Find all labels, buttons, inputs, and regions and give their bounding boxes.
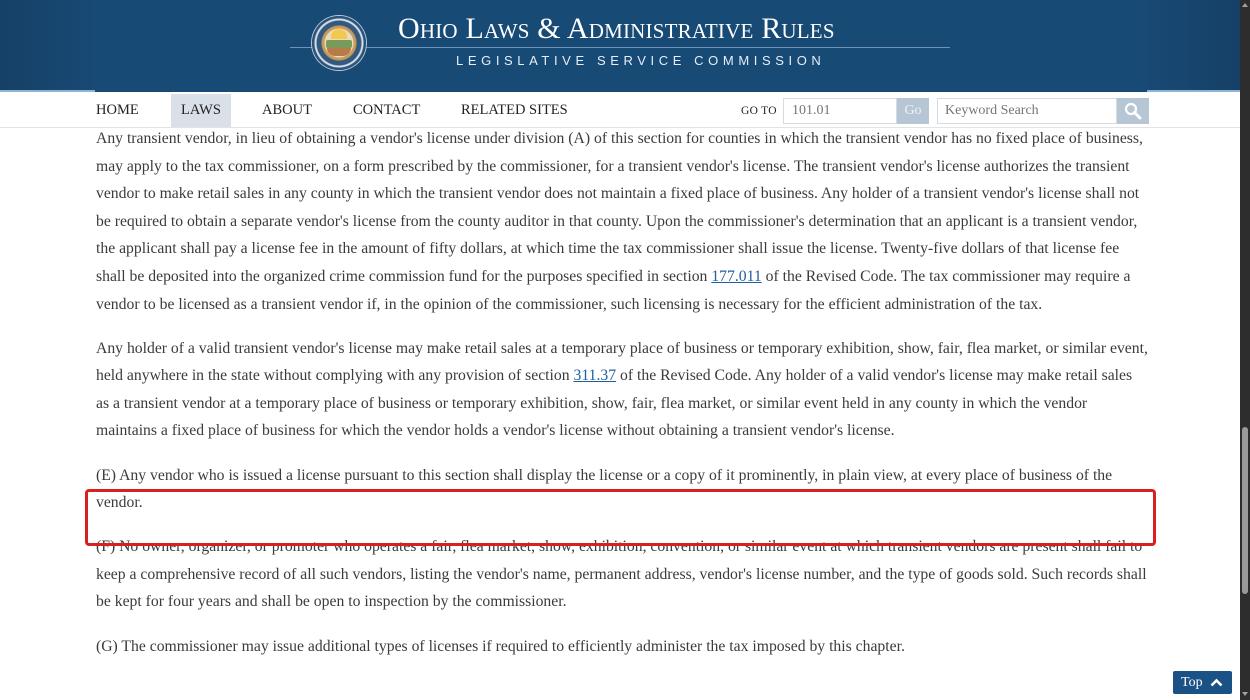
seal-land-icon	[326, 40, 352, 48]
keyword-search-input[interactable]	[937, 98, 1117, 124]
paragraph-text: of the Revised Code. The tax commissioner may require a vendor to be licensed as a transient vendor if, in the opinion of the commissioner, such licensing is necessary for the efficient administration of the tax.	[96, 267, 1131, 313]
top-button-label: Top	[1181, 675, 1203, 690]
site-subtitle: LEGISLATIVE SERVICE COMMISSION	[456, 53, 826, 68]
vertical-scrollbar[interactable]	[1240, 0, 1250, 700]
paragraph-transient-vendor-sales	[96, 335, 1148, 445]
nav-item-about[interactable]: ABOUT	[262, 102, 312, 118]
nav-item-home[interactable]: HOME	[96, 102, 139, 118]
law-section-content	[96, 125, 1148, 677]
paragraph-division-e: (E) Any vendor who is issued a license pursuant to this section shall display the license or a copy of it prominently, in plain view, at every place of business of the vendor.	[96, 466, 1113, 512]
goto-label: GO TO	[741, 105, 777, 117]
link-section-177-011[interactable]: 177.011	[711, 267, 762, 285]
go-button[interactable]: Go	[897, 98, 929, 124]
search-button[interactable]	[1117, 98, 1149, 124]
paragraph-text: of the Revised Code. Any holder of a valid vendor's license may make retail sales as a transient vendor at a temporary place of business or temporary exhibition, show, fair, flea market, or similar event held in any county in which the vendor maintains a fixed place of business for which the vendor holds a vendor's license without obtaining a transient vendor's license.	[96, 367, 1133, 440]
chevron-up-icon	[1210, 678, 1223, 687]
nav-item-related-sites[interactable]: RELATED SITES	[461, 102, 568, 118]
seal-sun-icon	[331, 29, 347, 39]
banner-divider	[290, 47, 950, 48]
link-section-311-37[interactable]: 311.37	[573, 367, 617, 385]
scroll-down-arrow-icon[interactable]	[1242, 692, 1248, 696]
scrollbar-thumb[interactable]	[1242, 427, 1248, 594]
back-to-top-button[interactable]	[1173, 671, 1232, 694]
main-nav	[0, 94, 1240, 128]
site-banner	[0, 0, 1240, 92]
site-title[interactable]: Ohio Laws & Administrative Rules	[398, 12, 835, 45]
nav-item-laws[interactable]: LAWS	[171, 94, 231, 127]
paragraph-text: Any holder of a valid transient vendor's license may make retail sales at a temporary place of business or temporary exhibition, show, fair, flea market, or similar event, held anywhere in the state without complying with any provision of section	[96, 339, 1148, 385]
paragraph-transient-vendor-license	[96, 125, 1148, 318]
paragraph-division-f: (F) No owner, organizer, or promoter who operates a fair, flea market, show, exhibition, convention, or similar event at which transient vendors are present shall fail to keep a comprehensive record of all such vendors, listing the vendor's name, permanent address, vendor's license number, and the type of goods sold. Such records shall be kept for four years and shall be open to inspection by the commissioner.	[96, 538, 1147, 611]
paragraph-division-g: (G) The commissioner may issue additional types of licenses if required to efficiently administer the tax imposed by this chapter.	[96, 637, 905, 655]
magnifier-icon	[1124, 102, 1142, 120]
seal-field-icon	[327, 48, 351, 56]
scroll-up-arrow-icon[interactable]	[1242, 3, 1248, 7]
goto-section-input[interactable]	[783, 98, 897, 124]
ohio-legislature-seal-icon[interactable]	[312, 16, 366, 70]
nav-item-contact[interactable]: CONTACT	[353, 102, 421, 118]
paragraph-text: Any transient vendor, in lieu of obtaining a vendor's license under division (A) of this section for counties in which the transient vendor has no fixed place of business, may apply to the tax commissioner, on a form prescribed by the commissioner, for a transient vendor's license. The transient vendor's license authorizes the transient vendor to make retail sales in any county in which the transient vendor does not maintain a fixed place of business. Any holder of a transient vendor's license shall not be required to obtain a separate vendor's license from the county auditor in that county. Upon the commissioner's determination that an applicant is a transient vendor, the applicant shall pay a license fee in the amount of fifty dollars, at which time the tax commissioner shall issue the license. Twenty-five dollars of that license fee shall be deposited into the organized crime commission fund for the purposes specified in section	[96, 130, 1143, 285]
